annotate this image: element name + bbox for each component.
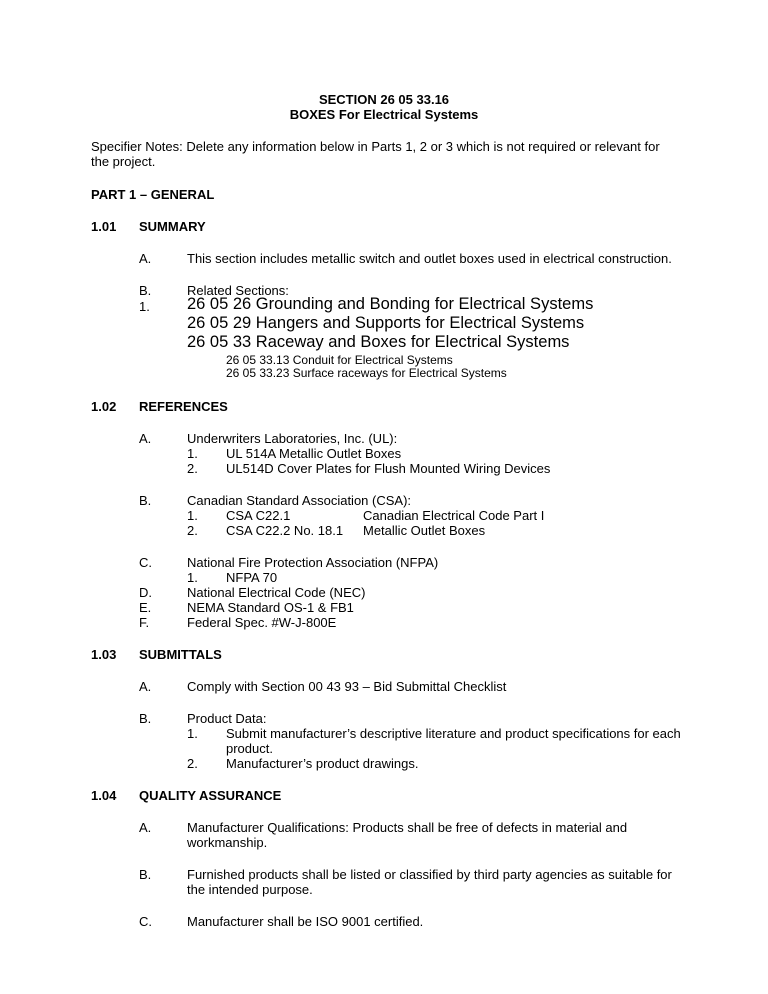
item-letter: B. (139, 493, 152, 508)
item-letter: D. (139, 585, 152, 600)
sub-related-line: 26 05 33.23 Surface raceways for Electrical Systems (226, 366, 507, 380)
submittals-b2-text: Manufacturer’s product drawings. (226, 756, 419, 771)
reference-nec: National Electrical Code (NEC) (187, 585, 366, 600)
reference-csa-desc: Canadian Electrical Code Part I (363, 508, 545, 523)
item-letter: E. (139, 600, 152, 615)
reference-federal-spec: Federal Spec. #W-J-800E (187, 615, 337, 630)
section-num-1-04: 1.04 (91, 788, 117, 803)
item-letter: C. (139, 914, 152, 929)
item-letter: B. (139, 711, 152, 726)
item-letter: B. (139, 283, 152, 298)
reference-nfpa-70: NFPA 70 (226, 570, 278, 585)
reference-csa: Canadian Standard Association (CSA): (187, 493, 412, 508)
section-heading-references: REFERENCES (139, 399, 228, 414)
item-letter: C. (139, 555, 152, 570)
item-number: 1. (187, 570, 198, 585)
reference-nfpa: National Fire Protection Association (NFPA) (187, 555, 439, 570)
item-number: 1. (187, 508, 198, 523)
item-letter: A. (139, 251, 152, 266)
item-letter: A. (139, 431, 152, 446)
section-heading-quality-assurance: QUALITY ASSURANCE (139, 788, 282, 803)
item-number: 2. (187, 523, 198, 538)
section-heading-summary: SUMMARY (139, 219, 206, 234)
section-num-1-02: 1.02 (91, 399, 117, 414)
sub-related-line: 26 05 33.13 Conduit for Electrical Systems (226, 353, 453, 367)
qa-a-text: Manufacturer Qualifications: Products shall be free of defects in material and workmanship. (187, 820, 628, 850)
related-section-line: 26 05 33 Raceway and Boxes for Electrical Systems (187, 333, 570, 351)
item-number: 1. (187, 446, 198, 461)
reference-ul-514a: UL 514A Metallic Outlet Boxes (226, 446, 402, 461)
specifier-notes: Specifier Notes: Delete any information below in Parts 1, 2 or 3 which is not required or relevant for the project. (91, 139, 660, 169)
item-letter: F. (139, 615, 150, 630)
reference-nema: NEMA Standard OS-1 & FB1 (187, 600, 354, 615)
reference-csa-desc: Metallic Outlet Boxes (363, 523, 486, 538)
item-number: 1. (187, 726, 198, 741)
reference-csa-code: CSA C22.2 No. 18.1 (226, 523, 344, 538)
section-heading-submittals: SUBMITTALS (139, 647, 222, 662)
item-number: 2. (187, 461, 198, 476)
related-section-line: 26 05 26 Grounding and Bonding for Electrical Systems (187, 295, 594, 313)
related-sections-label: Related Sections: (187, 283, 289, 298)
item-number: 1. (139, 299, 150, 314)
section-title: BOXES For Electrical Systems (289, 107, 479, 122)
item-letter: A. (139, 820, 152, 835)
related-section-line: 26 05 29 Hangers and Supports for Electrical Systems (187, 314, 585, 332)
product-data-label: Product Data: (187, 711, 267, 726)
reference-csa-code: CSA C22.1 (226, 508, 291, 523)
reference-ul: Underwriters Laboratories, Inc. (UL): (187, 431, 398, 446)
submittals-b1-text: Submit manufacturer’s descriptive literature and product specifications for each product. (226, 726, 681, 756)
section-num-1-01: 1.01 (91, 219, 117, 234)
item-letter: A. (139, 679, 152, 694)
summary-a-text: This section includes metallic switch and outlet boxes used in electrical construction. (187, 251, 672, 266)
item-letter: B. (139, 867, 152, 882)
reference-ul-514d: UL514D Cover Plates for Flush Mounted Wiring Devices (226, 461, 551, 476)
submittals-a-text: Comply with Section 00 43 93 – Bid Submittal Checklist (187, 679, 507, 694)
section-number: SECTION 26 05 33.16 (318, 92, 450, 107)
part-heading: PART 1 – GENERAL (91, 187, 215, 202)
qa-b-text: Furnished products shall be listed or classified by third party agencies as suitable for the intended purpose. (187, 867, 672, 897)
qa-c-text: Manufacturer shall be ISO 9001 certified. (187, 914, 424, 929)
section-num-1-03: 1.03 (91, 647, 117, 662)
item-number: 2. (187, 756, 198, 771)
